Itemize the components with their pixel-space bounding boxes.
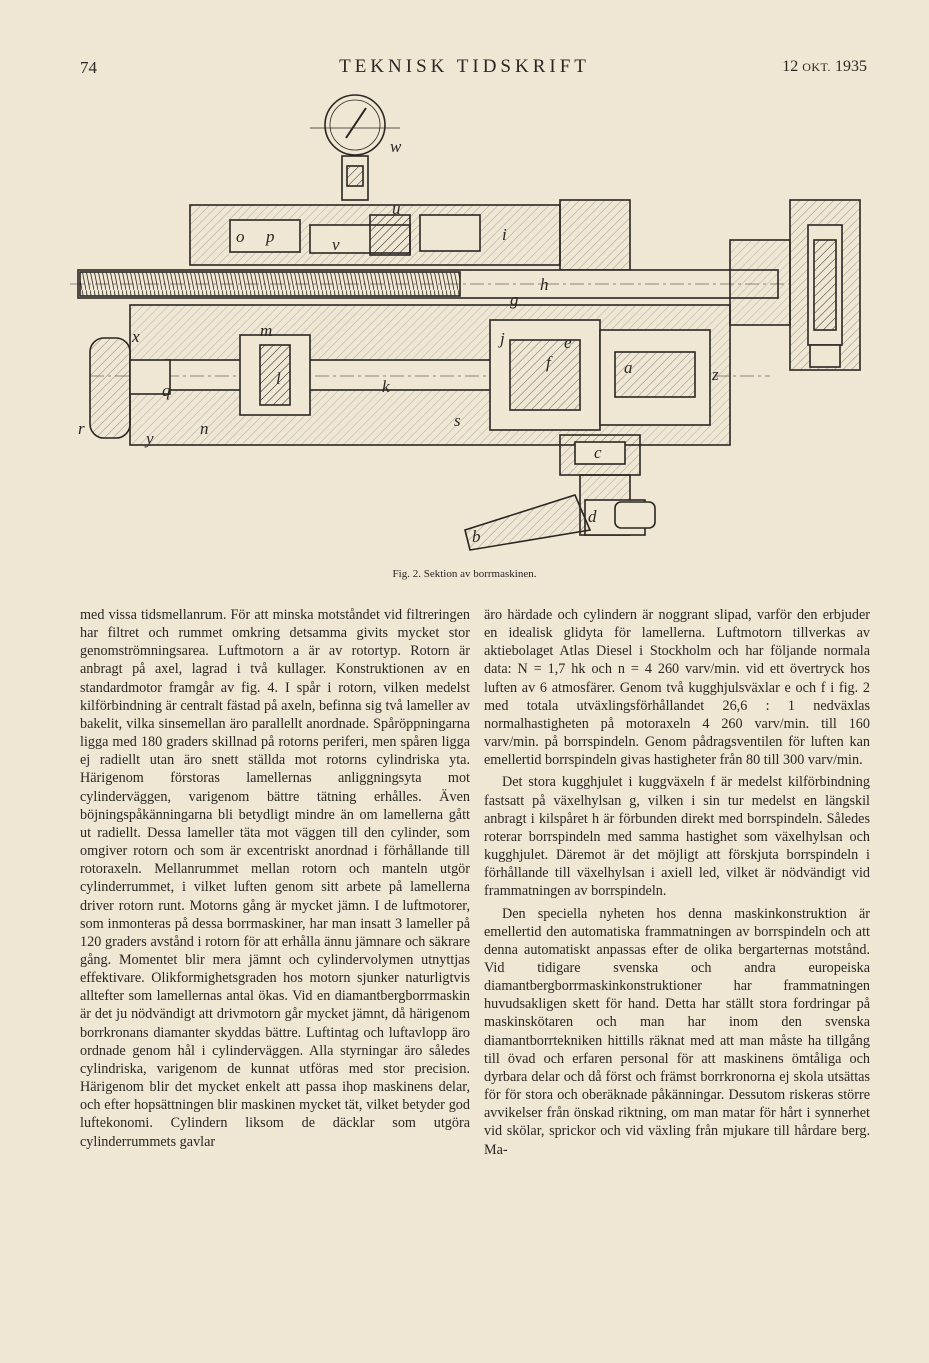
label-e: e (564, 333, 572, 352)
label-u: u (392, 199, 401, 218)
label-k: k (382, 377, 390, 396)
left-column (80, 606, 470, 1151)
paragraph: äro härdade och cylindern är noggrant slipad, varför den erbjuder en idealisk glidyta för lamellerna. Luftmotorn tillverkas av aktiebolaget Atlas Diesel i Stockholm och har följande normala data: N = 1,7 hk och n = 4 260 varv/min. vid ett övertryck hos luften av 6 atmosfärer. Genom två kugghjulsväxlar e och f i fig. 2 med totala utväxlingsförhållandet 26,6 : 1 nedväxlas normalhastigheten på motoraxeln 4 260 varv/min. till 160 varv/min. på borrspindeln. Genom pådragsventilen för luften kan emellertid borrspindeln givas hastigheter från 80 till 300 varv/min. (484, 607, 870, 769)
date-year: 1935 (835, 58, 867, 75)
right-column (484, 606, 870, 1159)
label-v: v (332, 235, 340, 254)
label-y: y (146, 429, 154, 448)
label-a: a (624, 358, 633, 377)
label-r: r (78, 419, 85, 438)
label-p: p (266, 227, 275, 246)
label-s: s (454, 411, 461, 430)
paragraph: med vissa tidsmellanrum. För att minska motståndet vid filtreringen har filtret och rummet omkring detsamma givits mycket stor genomströmningsarea. Luftmotorn a är av rotortyp. Rotorn är anbragt på axel, lagrad i två kullager. Konstruktionen av en standardmotor framgår av fig. 4. I spår i rotorn, vilken medelst kilförbindning är centralt fästad på axeln, befinna sig två lameller av bakelit, vilka sinsemellan äro parallellt anordnade. Spåröppningarna ligga med 180 graders skillnad på rotorns periferi, men spåren ligga ej radiellt utan äro snett ställda mot rotorns cylindriska yta. Härigenom förstoras lamellernas anliggningsyta mot cylinderväggen, varigenom bättre tätning erhålles. Även böjningspåkänningarna bli betydligt mindre än om lamellerna gått ut radiellt. Dessa lameller täta mot väggen till den cylinder, som omgiver rotorn och som är excentriskt anordnad i förhållande till rotoraxeln. Mellanrummet mellan rotorn och manteln utgör cylinderrummet, i vilket luften genom sitt arbete på lamellerna driver rotorn runt. Motorns gång är mycket jämn. I de luftmotorer, som inmonteras på dessa borrmaskiner, har man insatt 3 lameller på 120 graders avstånd i rotorn för att erhålla ännu jämnare och säkrare gång. Momentet blir mera jämnt och cylindervolymen utnyttjas effektivare. Olikformighetsgraden hos motorn sjunker naturligtvis alltefter som lamellernas antal ökas. Vid en diamantbergborrmaskin är det ju nödvändigt att drivmotorn går mycket jämnt, då härigenom borrkronans diamanter skyddas bättre. Luftintag och luftavlopp äro ordnade genom hål i cylinderväggen. Alla styrningar äro således cylindriska, varigenom de kunnat utföras med stor precision. Härigenom blir det mycket enkelt att passa ihop maskinens delar, och efter hopsättningen blir maskinen mycket tät, vilket betyder god luftekonomi. Cylindern liksom de däcklar som utgöra cylinderrummets gavlar (80, 607, 470, 1150)
page-number: 74 (80, 58, 97, 77)
label-w: w (390, 137, 402, 156)
figure-caption: Fig. 2. Sektion av borrmaskinen. (392, 568, 537, 580)
label-q: q (162, 381, 171, 400)
label-n: n (200, 419, 209, 438)
label-j: j (500, 329, 505, 348)
label-i: i (502, 225, 507, 244)
label-c: c (594, 443, 602, 462)
label-h: h (540, 275, 549, 294)
label-m: m (260, 321, 273, 340)
section-drawing (70, 90, 870, 560)
journal-title: TEKNISK TIDSKRIFT (339, 56, 590, 77)
label-x: x (132, 327, 140, 346)
label-z: z (712, 365, 719, 384)
label-l: l (276, 369, 281, 388)
date-month: OKT. (802, 60, 831, 74)
label-f: f (546, 353, 551, 372)
label-g: g (510, 290, 519, 309)
label-o: o (236, 227, 245, 246)
date-day: 12 (782, 58, 799, 75)
label-d: d (588, 507, 597, 526)
label-b: b (472, 527, 481, 546)
drill-machine-section-svg (70, 90, 870, 560)
paragraph: Det stora kugghjulet i kuggväxeln f är medelst kilförbindning fastsatt på växelhylsan g, vilken i sin tur medelst en längskil anbragt i kilspåret h är förbunden direkt med borrspindeln. Således roterar borrspindeln med samma hastighet som växelhylsan och kugghjulet. Däremot är det möjligt att förskjuta borrspindeln i förhållande till växelhylsan i axiell led, vilket är nödvändigt vid frammatningen av borrspindeln. (484, 774, 870, 900)
page-header (0, 54, 929, 84)
paragraph: Den speciella nyheten hos denna maskinkonstruktion är emellertid den automatiska frammatningen av borrspindeln och att denna automatiskt anpassas efter de olika bergarternas motstånd. Vid tidigare svenska och andra europeiska diamantbergborrmaskinkonstruktioner har frammatningen huvudsakligen skett för hand. Detta har ställt stora fordringar på maskinskötaren och man har inom den svenska diamantborrtekniken hittills räknat med att man måste ha tillgång till övad och erfaren personal för att maskinens ömtåliga och dyrbara delar och då först och främst borrkronorna ej skola utsättas för för stora och oberäknade påkänningar. Dessutom riskeras större avvikelser från önskad riktning, om man matar för hårt i synnerhet vid skölar, sprickor och vid växling från mjukare till hårdare berg. Ma- (484, 905, 870, 1158)
issue-date (782, 58, 867, 76)
